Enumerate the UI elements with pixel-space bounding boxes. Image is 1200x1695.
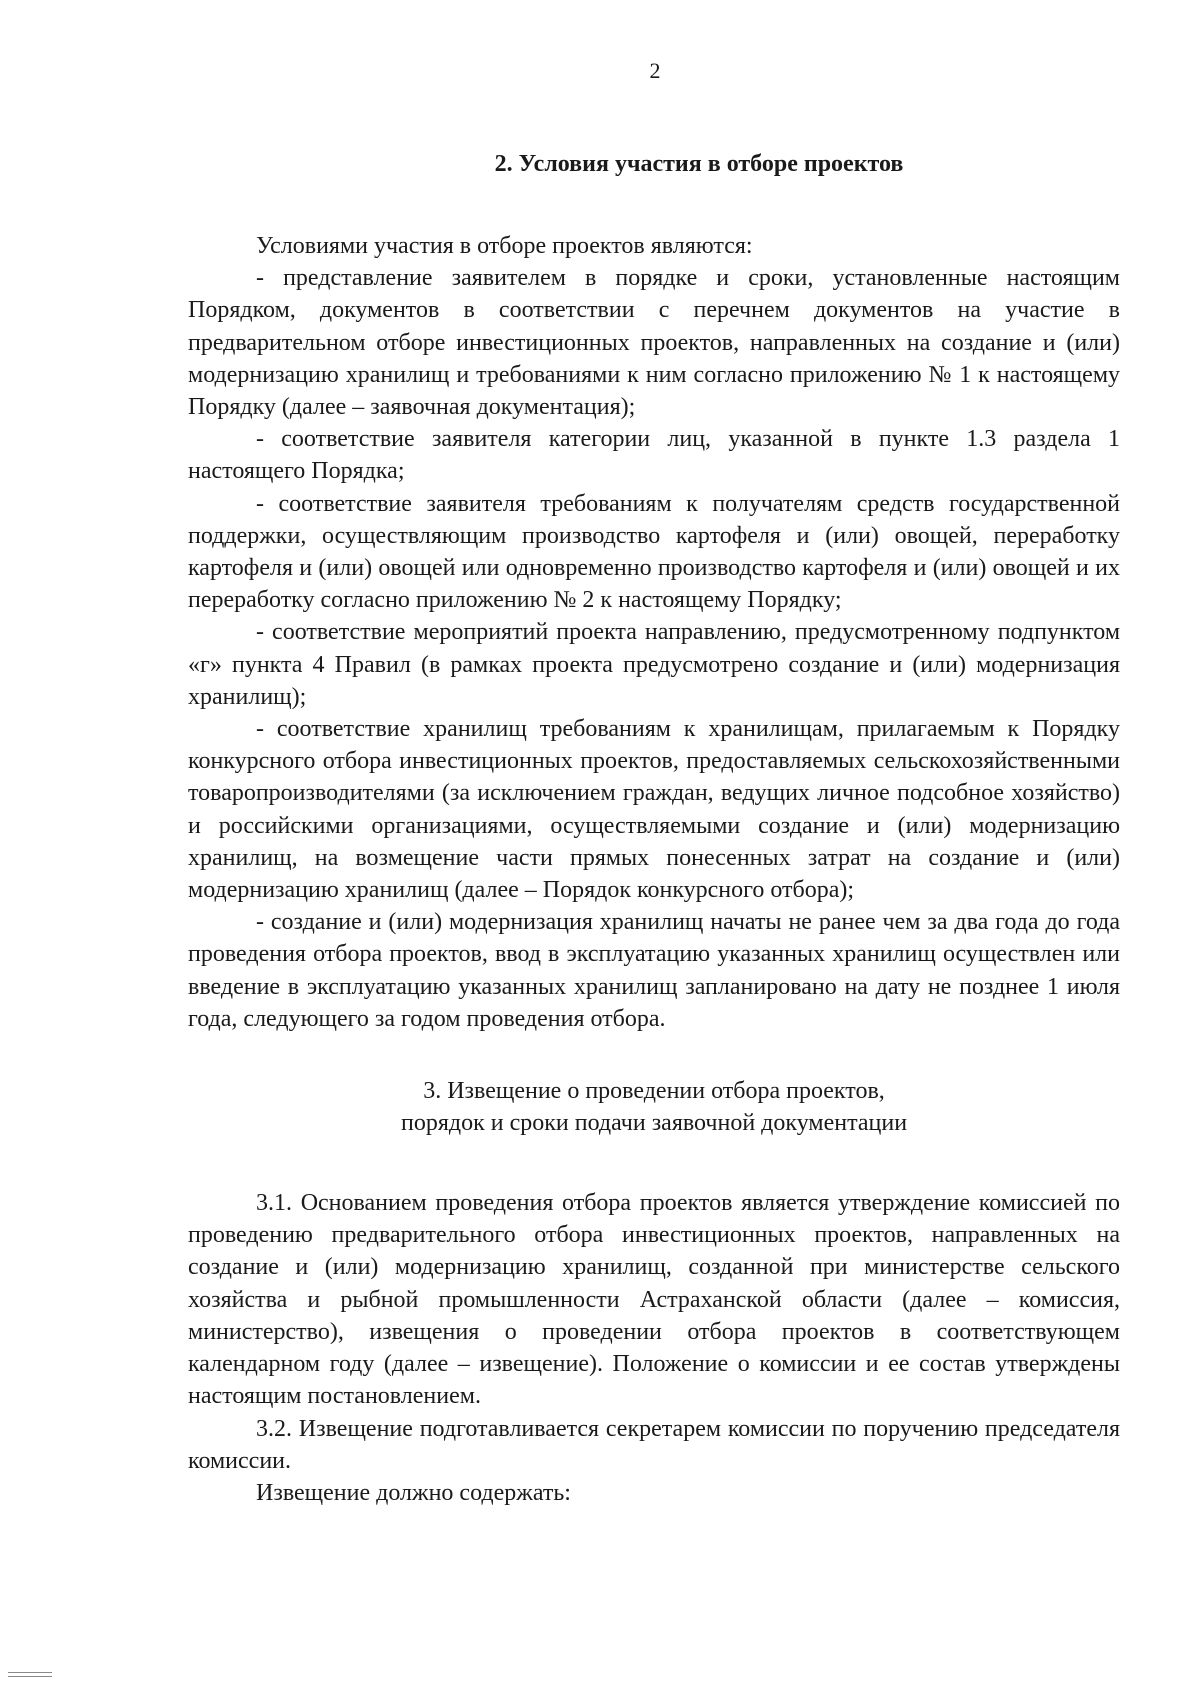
section-2-paragraph: - соответствие заявителя требованиям к получателям средств государственной поддержки, осуществляющим производство картофеля и (или) овощей, переработку картофеля и (или) овощей или одновременно производство картофеля и (или) овощей и их переработку согласно приложению № 2 к настоящему Порядку;: [188, 490, 1120, 614]
page-number: 2: [649, 58, 661, 83]
section-2-paragraph: - соответствие мероприятий проекта направлению, предусмотренному подпунктом «г» пункта 4 Правил (в рамках проекта предусмотрено создание и (или) модернизация хранилищ);: [188, 619, 1120, 710]
document-body: [188, 148, 1120, 1509]
section-3-title-line-1: 3. Извещение о проведении отбора проектов,: [423, 1078, 885, 1105]
section-2-paragraph: - соответствие заявителя категории лиц, указанной в пункте 1.3 раздела 1 настоящего Порядка;: [188, 426, 1120, 485]
section-2-paragraph: - соответствие хранилищ требованиям к хранилищам, прилагаемым к Порядку конкурсного отбора инвестиционных проектов, предоставляемых сельскохозяйственными товаропроизводителями (за исключением граждан, ведущих личное подсобное хозяйство) и российскими организациями, осуществляемыми создание и (или) модернизацию хранилищ, на возмещение части прямых понесенных затрат на создание и (или) модернизацию хранилищ (далее – Порядок конкурсного отбора);: [188, 716, 1120, 904]
section-2-body: [188, 230, 1120, 1035]
section-3-paragraph: 3.2. Извещение подготавливается секретарем комиссии по поручению председателя комиссии.: [188, 1415, 1120, 1474]
scan-edge-mark: [8, 1672, 52, 1677]
section-3-paragraph: Извещение должно содержать:: [256, 1479, 571, 1506]
section-2-title: 2. Условия участия в отборе проектов: [494, 151, 904, 177]
section-3-title: [188, 1075, 1120, 1139]
section-2-paragraph: - создание и (или) модернизация хранилищ начаты не ранее чем за два года до года проведения отбора проектов, ввод в эксплуатацию указанных хранилищ осуществлен или введение в эксплуатацию указанных хранилищ запланировано на дату не позднее 1 июля года, следующего за годом проведения отбора.: [188, 909, 1120, 1032]
section-2-paragraph: Условиями участия в отборе проектов являются:: [256, 233, 753, 259]
section-3-paragraph: 3.1. Основанием проведения отбора проектов является утверждение комиссией по проведению предварительного отбора инвестиционных проектов, направленных на создание и (или) модернизацию хранилищ, созданной при министерстве сельского хозяйства и рыбной промышленности Астраханской области (далее – комиссия, министерство), извещения о проведении отбора проектов в соответствующем календарном году (далее – извещение). Положение о комиссии и ее состав утверждены настоящим постановлением.: [188, 1190, 1120, 1410]
section-3-title-line-2: порядок и сроки подачи заявочной документации: [400, 1110, 908, 1137]
section-3-body: [188, 1187, 1120, 1509]
section-2-paragraph: - представление заявителем в порядке и сроки, установленные настоящим Порядком, документов в соответствии с перечнем документов на участие в предварительном отборе инвестиционных проектов, направленных на создание и (или) модернизацию хранилищ и требованиями к ним согласно приложению № 1 к настоящему Порядку (далее – заявочная документация);: [188, 265, 1120, 421]
